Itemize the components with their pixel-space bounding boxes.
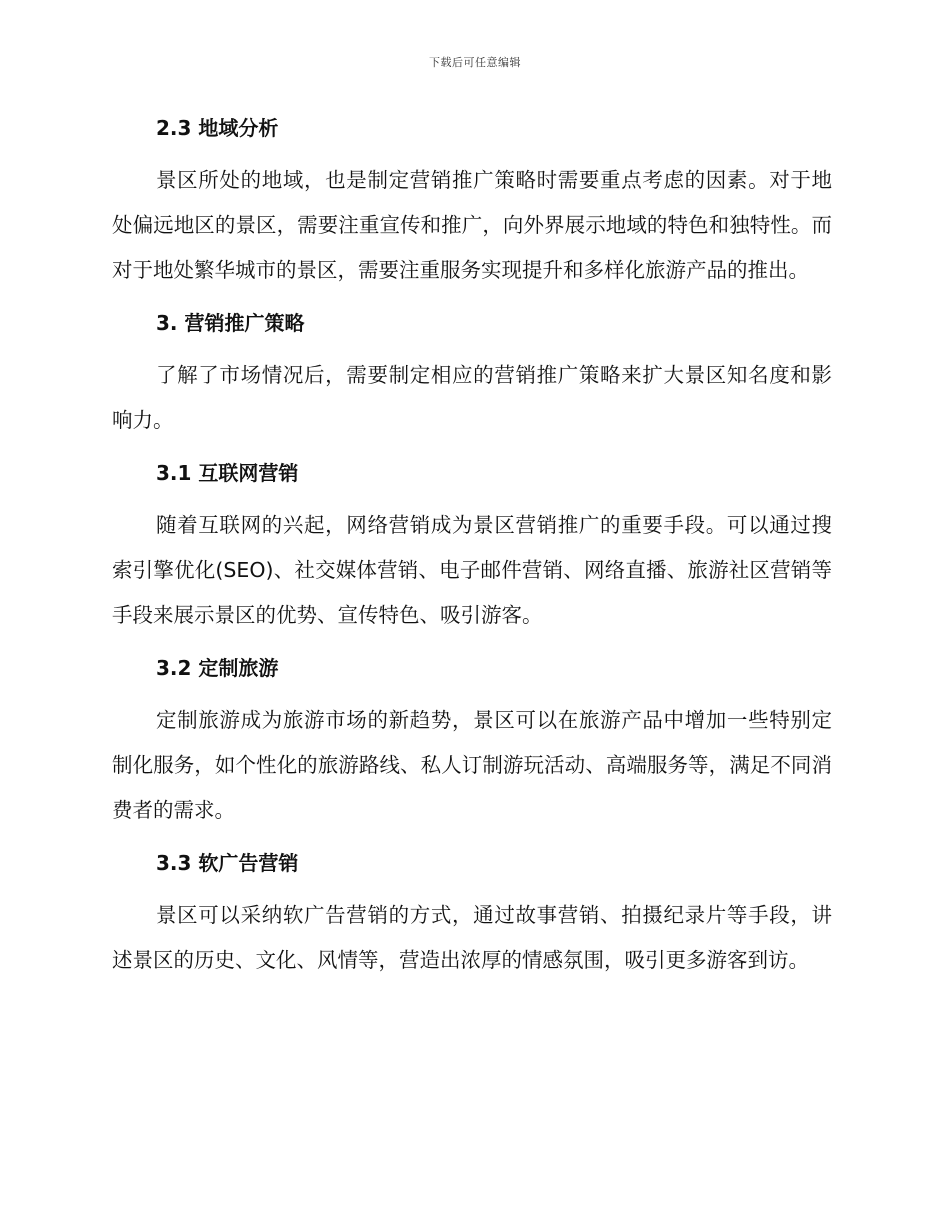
document-body bbox=[112, 110, 832, 983]
section-heading-3: 3. 营销推广策略 bbox=[156, 311, 305, 335]
section-heading-2-3: 2.3 地域分析 bbox=[156, 116, 279, 140]
section-paragraph-3-3: 景区可以采纳软广告营销的方式，通过故事营销、拍摄纪录片等手段，讲述景区的历史、文化、风情等，营造出浓厚的情感氛围，吸引更多游客到访。 bbox=[112, 903, 832, 972]
section-heading-3-3: 3.3 软广告营销 bbox=[156, 851, 299, 875]
section-paragraph-3: 了解了市场情况后，需要制定相应的营销推广策略来扩大景区知名度和影响力。 bbox=[112, 363, 832, 432]
section-heading-3-1: 3.1 互联网营销 bbox=[156, 461, 299, 485]
section-paragraph-3-1: 随着互联网的兴起，网络营销成为景区营销推广的重要手段。可以通过搜索引擎优化(SEO)、社交媒体营销、电子邮件营销、网络直播、旅游社区营销等手段来展示景区的优势、宣传特色、吸引游客。 bbox=[112, 513, 832, 627]
page-header: 下载后可任意编辑 bbox=[429, 56, 521, 69]
section-heading-3-2: 3.2 定制旅游 bbox=[156, 656, 279, 680]
section-paragraph-3-2: 定制旅游成为旅游市场的新趋势，景区可以在旅游产品中增加一些特别定制化服务，如个性化的旅游路线、私人订制游玩活动、高端服务等，满足不同消费者的需求。 bbox=[112, 708, 832, 822]
section-paragraph-2-3: 景区所处的地域，也是制定营销推广策略时需要重点考虑的因素。对于地处偏远地区的景区，需要注重宣传和推广，向外界展示地域的特色和独特性。而对于地处繁华城市的景区，需要注重服务实现提升和多样化旅游产品的推出。 bbox=[112, 168, 832, 282]
